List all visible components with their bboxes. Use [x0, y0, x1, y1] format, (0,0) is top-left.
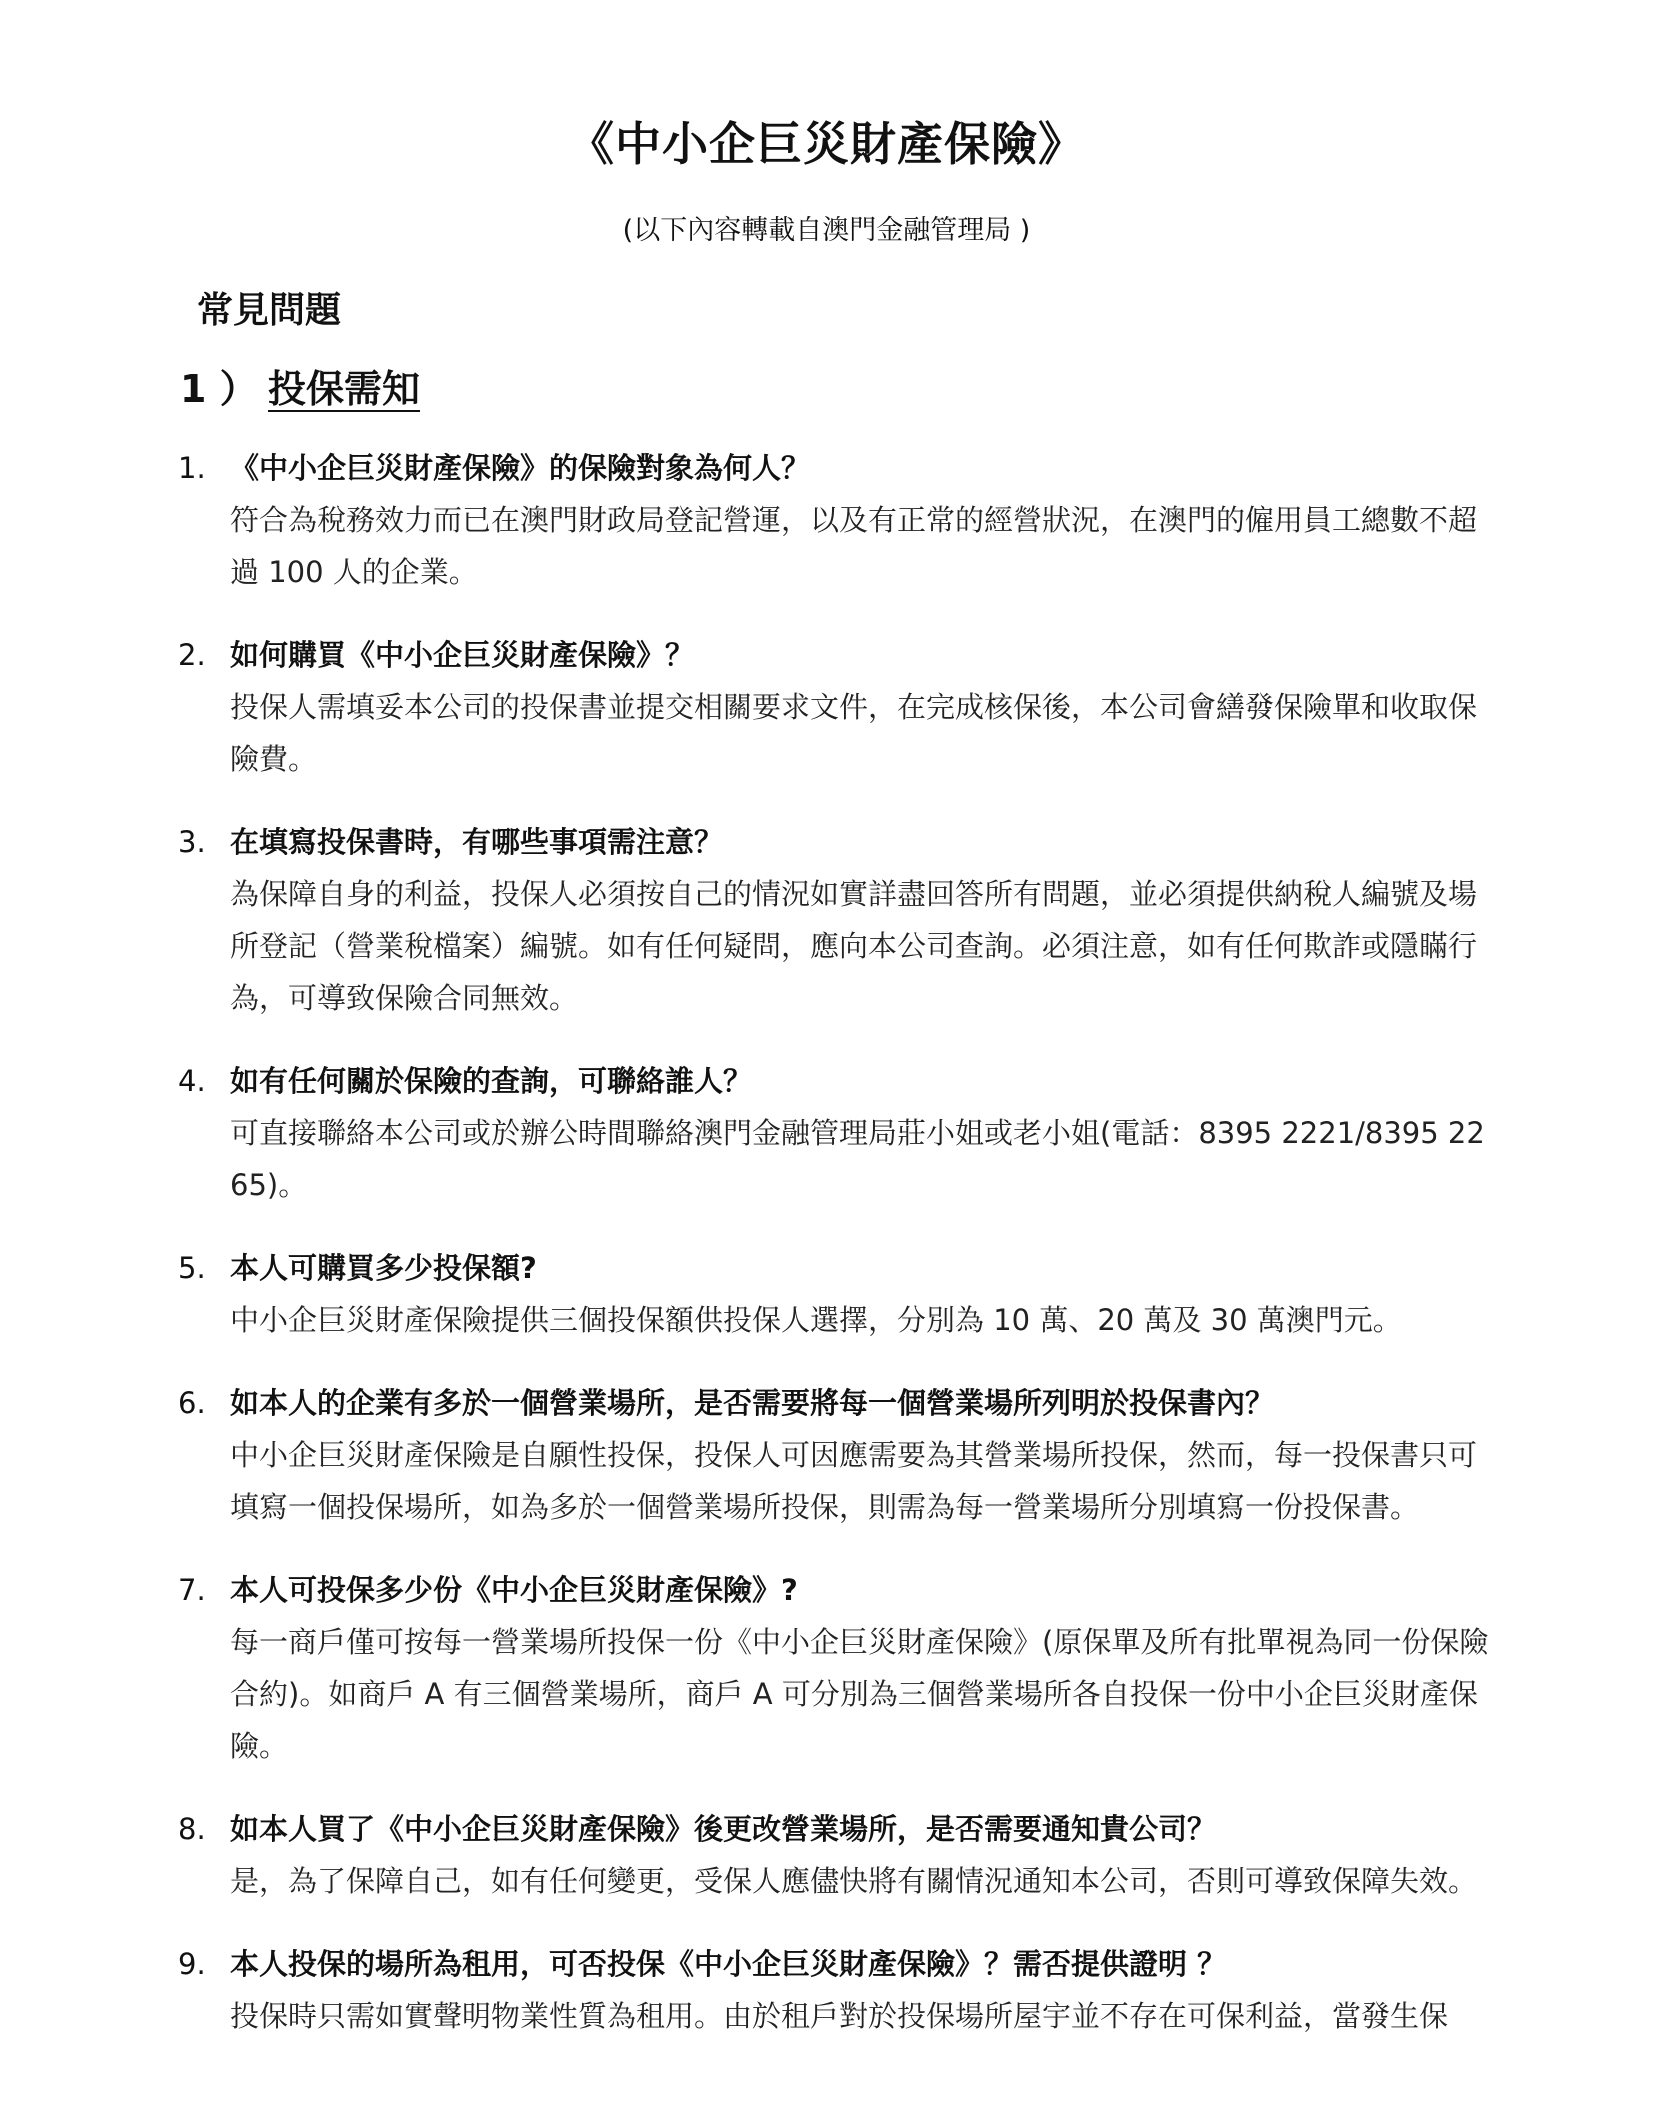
faq-question: 《中小企巨災財產保險》的保險對象為何人？	[230, 451, 811, 485]
section-title: 投保需知	[268, 367, 421, 411]
faq-answer: 為保障自身的利益，投保人必須按自己的情況如實詳盡回答所有問題，並必須提供納稅人編號及場所登記（營業稅檔案）編號。如有任何疑問，應向本公司查詢。必須注意，如有任何欺詐或隱瞞行為，可導致保險合同無效。	[230, 877, 1478, 1015]
faq-item	[178, 1938, 1508, 2042]
faq-question: 如何購買《中小企巨災財產保險》？	[230, 638, 695, 672]
faq-question: 在填寫投保書時，有哪些事項需注意？	[230, 825, 724, 859]
faq-number: 9.	[178, 1947, 206, 1981]
faq-answer: 投保人需填妥本公司的投保書並提交相關要求文件，在完成核保後，本公司會繕發保險單和收取保險費。	[230, 690, 1478, 776]
faq-question: 本人可購買多少投保額?	[230, 1251, 537, 1285]
faq-heading: 常見問題	[197, 290, 342, 331]
faq-question: 本人投保的場所為租用，可否投保《中小企巨災財產保險》？需否提供證明 ？	[230, 1947, 1227, 1981]
section-number: 1 ）	[180, 367, 258, 411]
faq-number: 8.	[178, 1812, 206, 1846]
faq-answer: 每一商戶僅可按每一營業場所投保一份《中小企巨災財產保險》(原保單及所有批單視為同一份保險合約)。如商戶 A 有三個營業場所，商戶 A 可分別為三個營業場所各自投保一份中小企巨災財產保險。	[230, 1625, 1489, 1763]
faq-number: 4.	[178, 1064, 206, 1098]
faq-number: 3.	[178, 825, 206, 859]
faq-item	[178, 1377, 1508, 1533]
faq-question: 本人可投保多少份《中小企巨災財產保險》?	[230, 1573, 798, 1607]
faq-answer: 中小企巨災財產保險是自願性投保，投保人可因應需要為其營業場所投保，然而，每一投保書只可填寫一個投保場所，如為多於一個營業場所投保，則需為每一營業場所分別填寫一份投保書。	[230, 1438, 1478, 1524]
faq-number: 7.	[178, 1573, 206, 1607]
faq-item	[178, 1803, 1508, 1907]
faq-question: 如本人買了《中小企巨災財產保險》後更改營業場所，是否需要通知貴公司？	[230, 1812, 1217, 1846]
faq-answer: 中小企巨災財產保險提供三個投保額供投保人選擇，分別為 10 萬、20 萬及 30 萬澳門元。	[230, 1303, 1402, 1337]
faq-number: 5.	[178, 1251, 206, 1285]
faq-question: 如本人的企業有多於一個營業場所，是否需要將每一個營業場所列明於投保書內？	[230, 1386, 1275, 1420]
faq-item	[178, 1055, 1508, 1211]
document-title: 《中小企巨災財產保險》	[568, 117, 1085, 171]
faq-answer: 投保時只需如實聲明物業性質為租用。由於租戶對於投保場所屋宇並不存在可保利益，當發生保	[230, 1999, 1449, 2033]
document-subtitle: (以下內容轉載自澳門金融管理局 )	[622, 215, 1031, 246]
faq-item	[178, 442, 1508, 598]
faq-item	[178, 1242, 1508, 1346]
faq-answer: 可直接聯絡本公司或於辦公時間聯絡澳門金融管理局莊小姐或老小姐(電話：8395 2221/8395 2265)。	[230, 1116, 1485, 1202]
faq-answer: 是，為了保障自己，如有任何變更，受保人應儘快將有關情況通知本公司，否則可導致保障失效。	[230, 1864, 1478, 1898]
section-heading	[180, 358, 420, 413]
faq-item	[178, 1564, 1508, 1772]
faq-item	[178, 816, 1508, 1024]
faq-question: 如有任何關於保險的查詢，可聯絡誰人？	[230, 1064, 753, 1098]
faq-number: 6.	[178, 1386, 206, 1420]
faq-answer: 符合為稅務效力而已在澳門財政局登記營運，以及有正常的經營狀況，在澳門的僱用員工總數不超過 100 人的企業。	[230, 503, 1478, 589]
faq-item	[178, 629, 1508, 785]
faq-list	[178, 442, 1508, 2073]
faq-number: 2.	[178, 638, 206, 672]
faq-number: 1.	[178, 451, 206, 485]
